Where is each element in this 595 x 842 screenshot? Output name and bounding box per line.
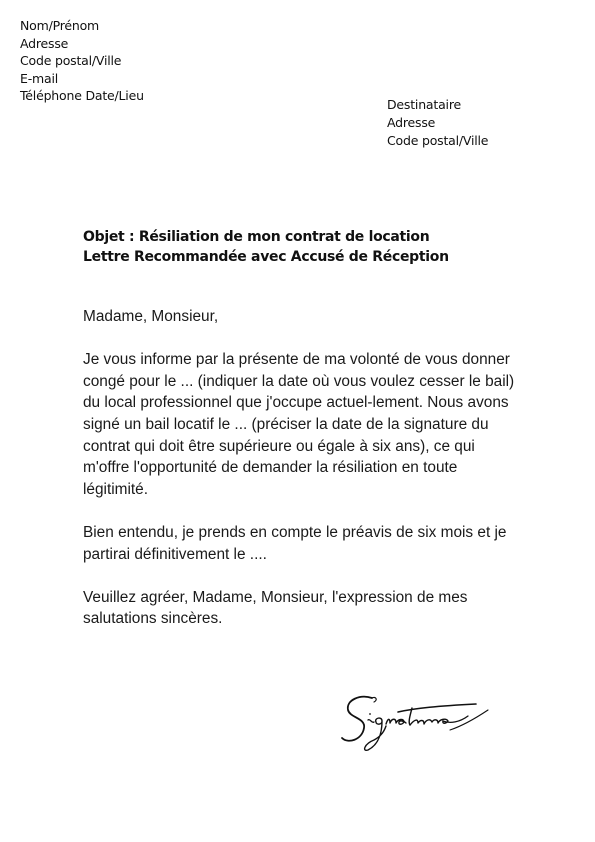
sender-phone-date-place: Téléphone Date/Lieu xyxy=(20,88,144,104)
closing-formula: Veuillez agréer, Madame, Monsieur, l'expression de mes salutations sincères. xyxy=(83,588,468,628)
sender-postal-city: Code postal/Ville xyxy=(20,53,122,69)
recipient-address: Adresse xyxy=(387,115,436,130)
recipient-label: Destinataire xyxy=(387,97,461,112)
recipient-postal-city: Code postal/Ville xyxy=(387,133,489,148)
sender-block xyxy=(20,17,144,105)
subject-block xyxy=(83,227,449,267)
salutation: Madame, Monsieur, xyxy=(83,308,219,325)
sender-name: Nom/Prénom xyxy=(20,18,100,33)
recipient-block xyxy=(387,96,488,150)
sender-address: Adresse xyxy=(20,35,69,51)
letter-body xyxy=(83,306,523,652)
subject-line: Objet : Résiliation de mon contrat de location xyxy=(83,229,430,245)
paragraph-notice-period: Bien entendu, je prends en compte le préavis de six mois et je partirai définitivement le .... xyxy=(83,523,507,563)
registered-mail-line: Lettre Recommandée avec Accusé de Réception xyxy=(83,249,449,265)
paragraph-notice: Je vous informe par la présente de ma volonté de vous donner congé pour le ... (indiquer la date où vous voulez cesser le bail) du local professionnel que j'occupe actuel-lement. Nous avons signé un bail locatif le ... (préciser la date de la signature du contrat qui doit être supérieure ou égale à six ans), ce qui m'offre l'opportunité de demander la résiliation en toute légitimité. xyxy=(83,351,515,498)
signature-image xyxy=(338,688,498,758)
sender-email: E-mail xyxy=(20,70,58,86)
